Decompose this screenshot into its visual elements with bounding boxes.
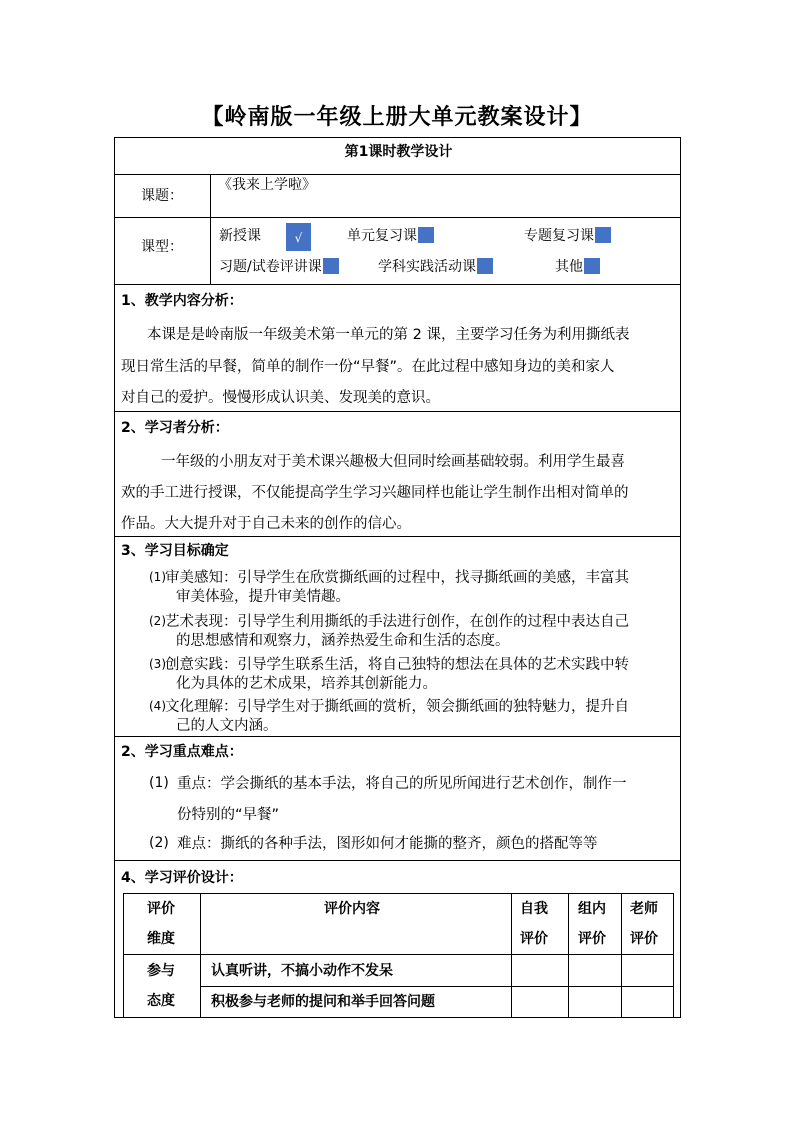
objective-line: 创意实践：引导学生联系生活，将自己独特的想法在具体的艺术实践中转	[165, 657, 629, 673]
learning-objectives-section	[115, 536, 680, 736]
objective-line: 艺术表现：引导学生利用撕纸的手法进行创作，在创作的过程中表达自己	[165, 614, 629, 630]
learner-analysis-section	[115, 411, 680, 536]
topic-review-label: 专题复习课	[524, 228, 594, 244]
practice-checkbox[interactable]	[477, 258, 493, 274]
lesson-type-label: 课型：	[141, 239, 183, 255]
new-lesson-label: 新授课	[219, 228, 261, 244]
content-analysis-line: 现日常生活的早餐，简单的制作一份“早餐”。在此过程中感知身边的美和家人	[121, 359, 615, 375]
content-analysis-heading: 1、教学内容分析：	[121, 293, 243, 309]
learning-objectives-heading: 3、学习目标确定	[121, 543, 229, 559]
other-option[interactable]	[555, 258, 600, 276]
dimension-line1: 参与	[147, 963, 175, 979]
evaluation-heading: 4、学习评价设计：	[121, 870, 243, 886]
col-dimension-line2: 维度	[147, 931, 175, 947]
col-dimension-line1: 评价	[147, 901, 175, 917]
key-points-section	[115, 736, 680, 860]
lesson-type-row	[115, 217, 680, 284]
learner-analysis-heading: 2、学习者分析：	[121, 420, 229, 436]
objective-number: (1)	[149, 570, 166, 584]
col-teacher-line2: 评价	[630, 931, 658, 947]
evaluation-row-content: 认真听讲，不搞小动作不发呆	[211, 963, 393, 979]
dimension-line2: 态度	[147, 993, 175, 1009]
unit-review-label: 单元复习课	[347, 228, 417, 244]
unit-review-option[interactable]	[347, 227, 434, 245]
topic-review-option[interactable]	[524, 227, 611, 245]
objective-line: 审美体验，提升审美情趣。	[176, 589, 350, 605]
objective-line: 文化理解：引导学生对于撕纸画的赏析，领会撕纸画的独特魅力，提升自	[165, 699, 629, 715]
table-header: 第1课时教学设计	[344, 144, 453, 160]
learner-analysis-line: 欢的手工进行授课，不仅能提高学生学习兴趣同样也能让学生制作出相对简单的	[121, 485, 629, 501]
key-point-line: 份特别的“早餐”	[177, 807, 280, 823]
objective-line: 的思想感情和观察力，涵养热爱生命和生活的态度。	[176, 633, 510, 649]
content-analysis-line: 对自己的爱护。慢慢形成认识美、发现美的意识。	[121, 390, 440, 406]
objective-number: (2)	[149, 614, 166, 628]
objective-line: 审美感知：引导学生在欣赏撕纸画的过程中，找寻撕纸画的美感，丰富其	[165, 570, 629, 586]
key-point-line: 重点：学会撕纸的基本手法，将自己的所见所闻进行艺术创作，制作一	[177, 776, 627, 792]
lesson-plan-table	[114, 137, 681, 1018]
difficulty-line: 难点：撕纸的各种手法，图形如何才能撕的整齐，颜色的搭配等等	[177, 836, 598, 852]
col-group-line2: 评价	[578, 931, 606, 947]
practice-option[interactable]	[378, 258, 493, 276]
new-lesson-option[interactable]	[219, 227, 261, 245]
new-lesson-checkbox[interactable]: √	[286, 223, 311, 251]
other-label: 其他	[555, 259, 583, 275]
col-self-line1: 自我	[520, 901, 548, 917]
evaluation-row-content: 积极参与老师的提问和举手回答问题	[211, 994, 435, 1010]
unit-review-checkbox[interactable]	[418, 227, 434, 243]
learner-analysis-line: 一年级的小朋友对于美术课兴趣极大但同时绘画基础较弱。利用学生最喜	[161, 454, 625, 470]
exercise-checkbox[interactable]	[323, 258, 339, 274]
content-analysis-line: 本课是是岭南版一年级美术第一单元的第 2 课，主要学习任务为利用撕纸表	[147, 327, 630, 343]
practice-label: 学科实践活动课	[378, 259, 476, 275]
other-checkbox[interactable]	[584, 258, 600, 274]
content-analysis-section	[115, 284, 680, 411]
document-title: 【岭南版一年级上册大单元教案设计】	[201, 105, 593, 130]
key-point-number: (1)	[149, 775, 169, 791]
objective-line: 化为具体的艺术成果，培养其创新能力。	[176, 676, 437, 692]
topic-review-checkbox[interactable]	[595, 227, 611, 243]
key-points-heading: 2、学习重点难点：	[121, 744, 243, 760]
difficulty-number: (2)	[149, 835, 169, 851]
objective-number: (4)	[149, 699, 166, 713]
exercise-option[interactable]	[219, 258, 339, 276]
objective-number: (3)	[149, 657, 166, 671]
learner-analysis-line: 作品。大大提升对于自己未来的创作的信心。	[121, 516, 411, 532]
topic-value: 《我来上学啦》	[218, 177, 316, 193]
col-content: 评价内容	[324, 901, 380, 917]
objective-line: 己的人文内涵。	[176, 718, 278, 734]
topic-row	[115, 174, 680, 217]
col-group-line1: 组内	[578, 901, 606, 917]
topic-label: 课题：	[141, 188, 183, 204]
col-self-line2: 评价	[520, 931, 548, 947]
evaluation-table	[123, 893, 674, 1018]
col-teacher-line1: 老师	[630, 901, 658, 917]
exercise-label: 习题/试卷评讲课	[219, 259, 322, 275]
